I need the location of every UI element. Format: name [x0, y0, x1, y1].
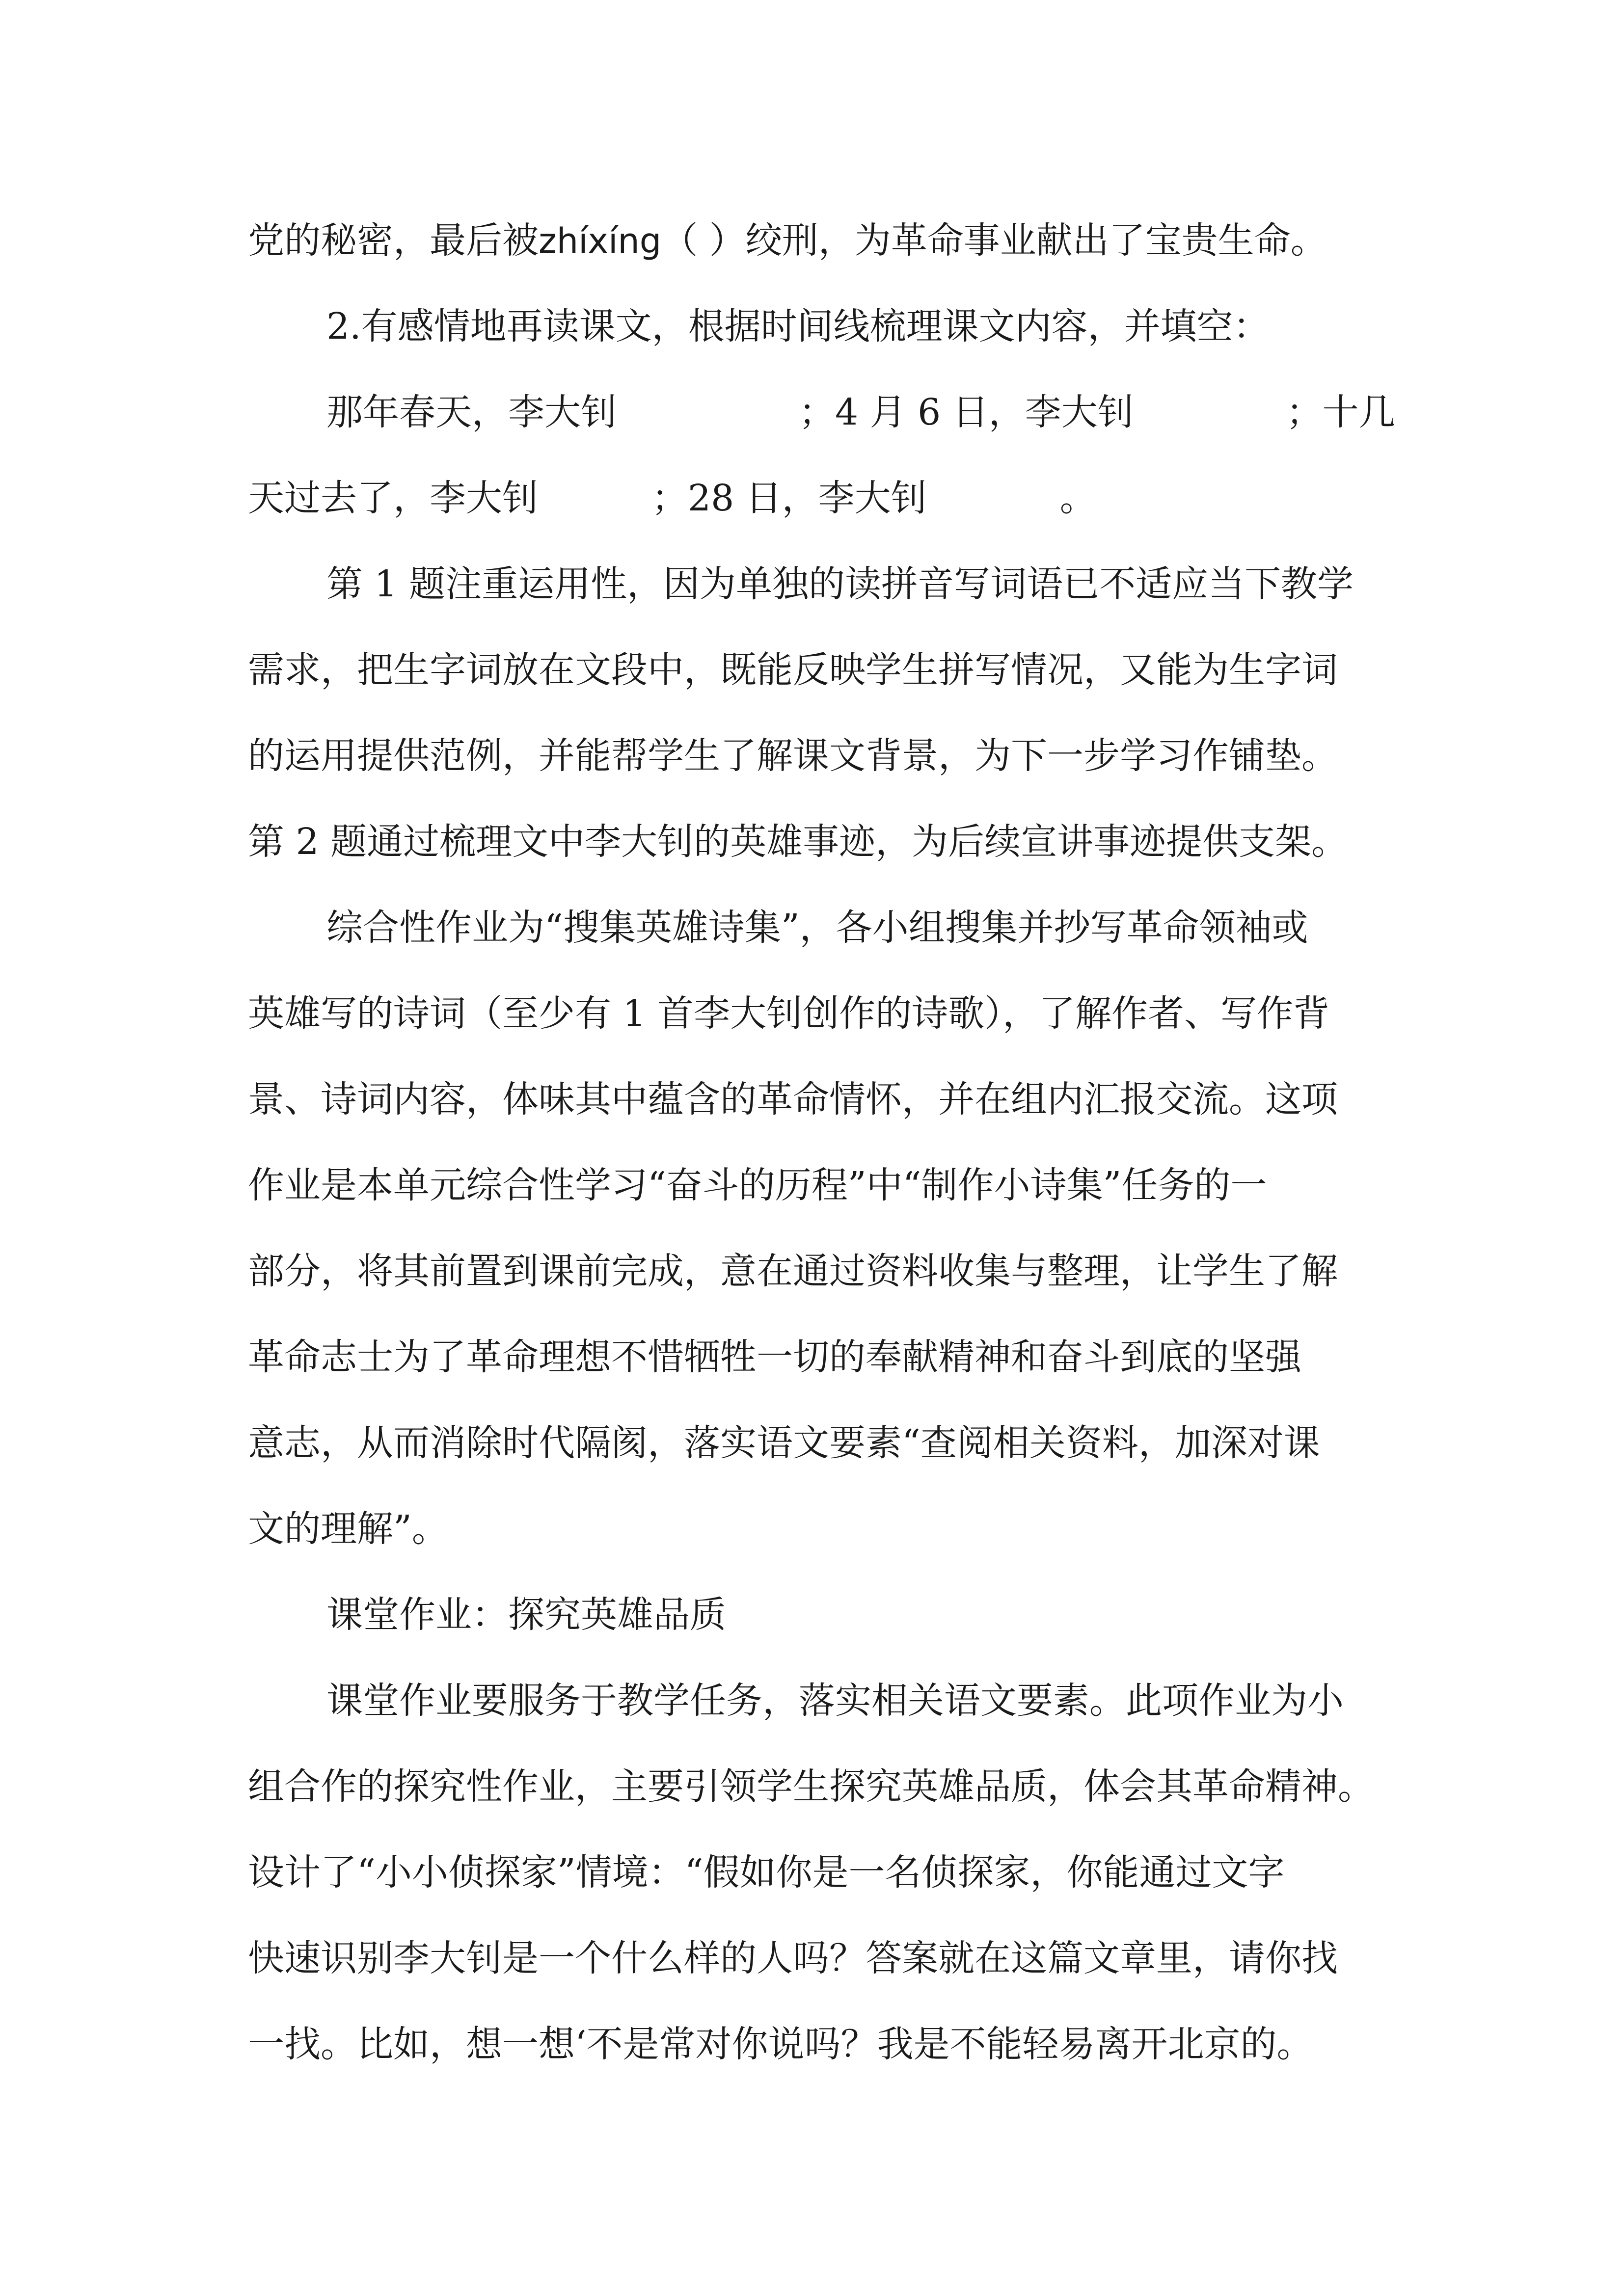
text-segment: 天过去了，李大钊 — [248, 477, 539, 519]
text-line: 课堂作业要服务于教学任务，落实相关语文要素。此项作业为小 — [326, 1680, 1344, 1722]
text-line: 组合作的探究性作业，主要引领学生探究英雄品质，体会其革命精神。 — [248, 1765, 1374, 1808]
section-heading: 课堂作业：探究英雄品质 — [326, 1594, 726, 1636]
text-line: 快速识别李大钊是一个什么样的人吗？答案就在这篇文章里，请你找 — [248, 1937, 1338, 1979]
text-line: 英雄写的诗词（至少有 1 首李大钊创作的诗歌），了解作者、写作背 — [248, 992, 1330, 1035]
text-line: 需求，把生字词放在文段中，既能反映学生拼写情况，又能为生字词 — [248, 649, 1338, 691]
text-segment: 。 — [1059, 477, 1096, 519]
text-line: 景、诗词内容，体味其中蕴含的革命情怀，并在组内汇报交流。这项 — [248, 1078, 1338, 1121]
text-line: 文的理解”。 — [248, 1508, 448, 1550]
text-line: 设计了“小小侦探家”情境：“假如你是一名侦探家，你能通过文字 — [248, 1851, 1285, 1894]
text-segment: ；28 日，李大钊 — [651, 477, 927, 519]
text-segment: 党的秘密，最后被 — [248, 219, 539, 262]
text-line: 的运用提供范例，并能帮学生了解课文背景，为下一步学习作铺垫。 — [248, 735, 1338, 777]
fill-blank-line — [248, 469, 1096, 528]
text-segment: 那年春天，李大钊 — [326, 391, 617, 433]
text-line: 作业是本单元综合性学习“奋斗的历程”中“制作小诗集”任务的一 — [248, 1164, 1267, 1206]
text-segment: ；十几 — [1286, 391, 1395, 433]
text-line: 意志，从而消除时代隔阂，落实语文要素“查阅相关资料，加深对课 — [248, 1422, 1320, 1464]
text-line: 第 2 题通过梳理文中李大钊的英雄事迹，为后续宣讲事迹提供支架。 — [248, 821, 1348, 863]
text-line: 部分，将其前置到课前完成，意在通过资料收集与整理，让学生了解 — [248, 1250, 1338, 1292]
text-segment: ；4 月 6 日，李大钊 — [799, 391, 1134, 433]
pinyin-text: zhíxíng — [539, 221, 662, 261]
text-line: 一找。比如，想一想‘不是常对你说吗？我是不能轻易离开北京的。 — [248, 2023, 1313, 2065]
text-line: 综合性作业为“搜集英雄诗集”，各小组搜集并抄写革命领袖或 — [326, 907, 1308, 949]
text-line — [248, 211, 1327, 270]
question-line: 2.有感情地再读课文，根据时间线梳理课文内容，并填空： — [326, 305, 1270, 347]
text-line: 第 1 题注重运用性，因为单独的读拼音写词语已不适应当下教学 — [326, 563, 1354, 605]
fill-blank-line — [326, 383, 1395, 442]
text-segment: （ ）绞刑，为革命事业献出了宝贵生命。 — [661, 219, 1327, 262]
text-line: 革命志士为了革命理想不惜牺牲一切的奉献精神和奋斗到底的坚强 — [248, 1336, 1301, 1378]
